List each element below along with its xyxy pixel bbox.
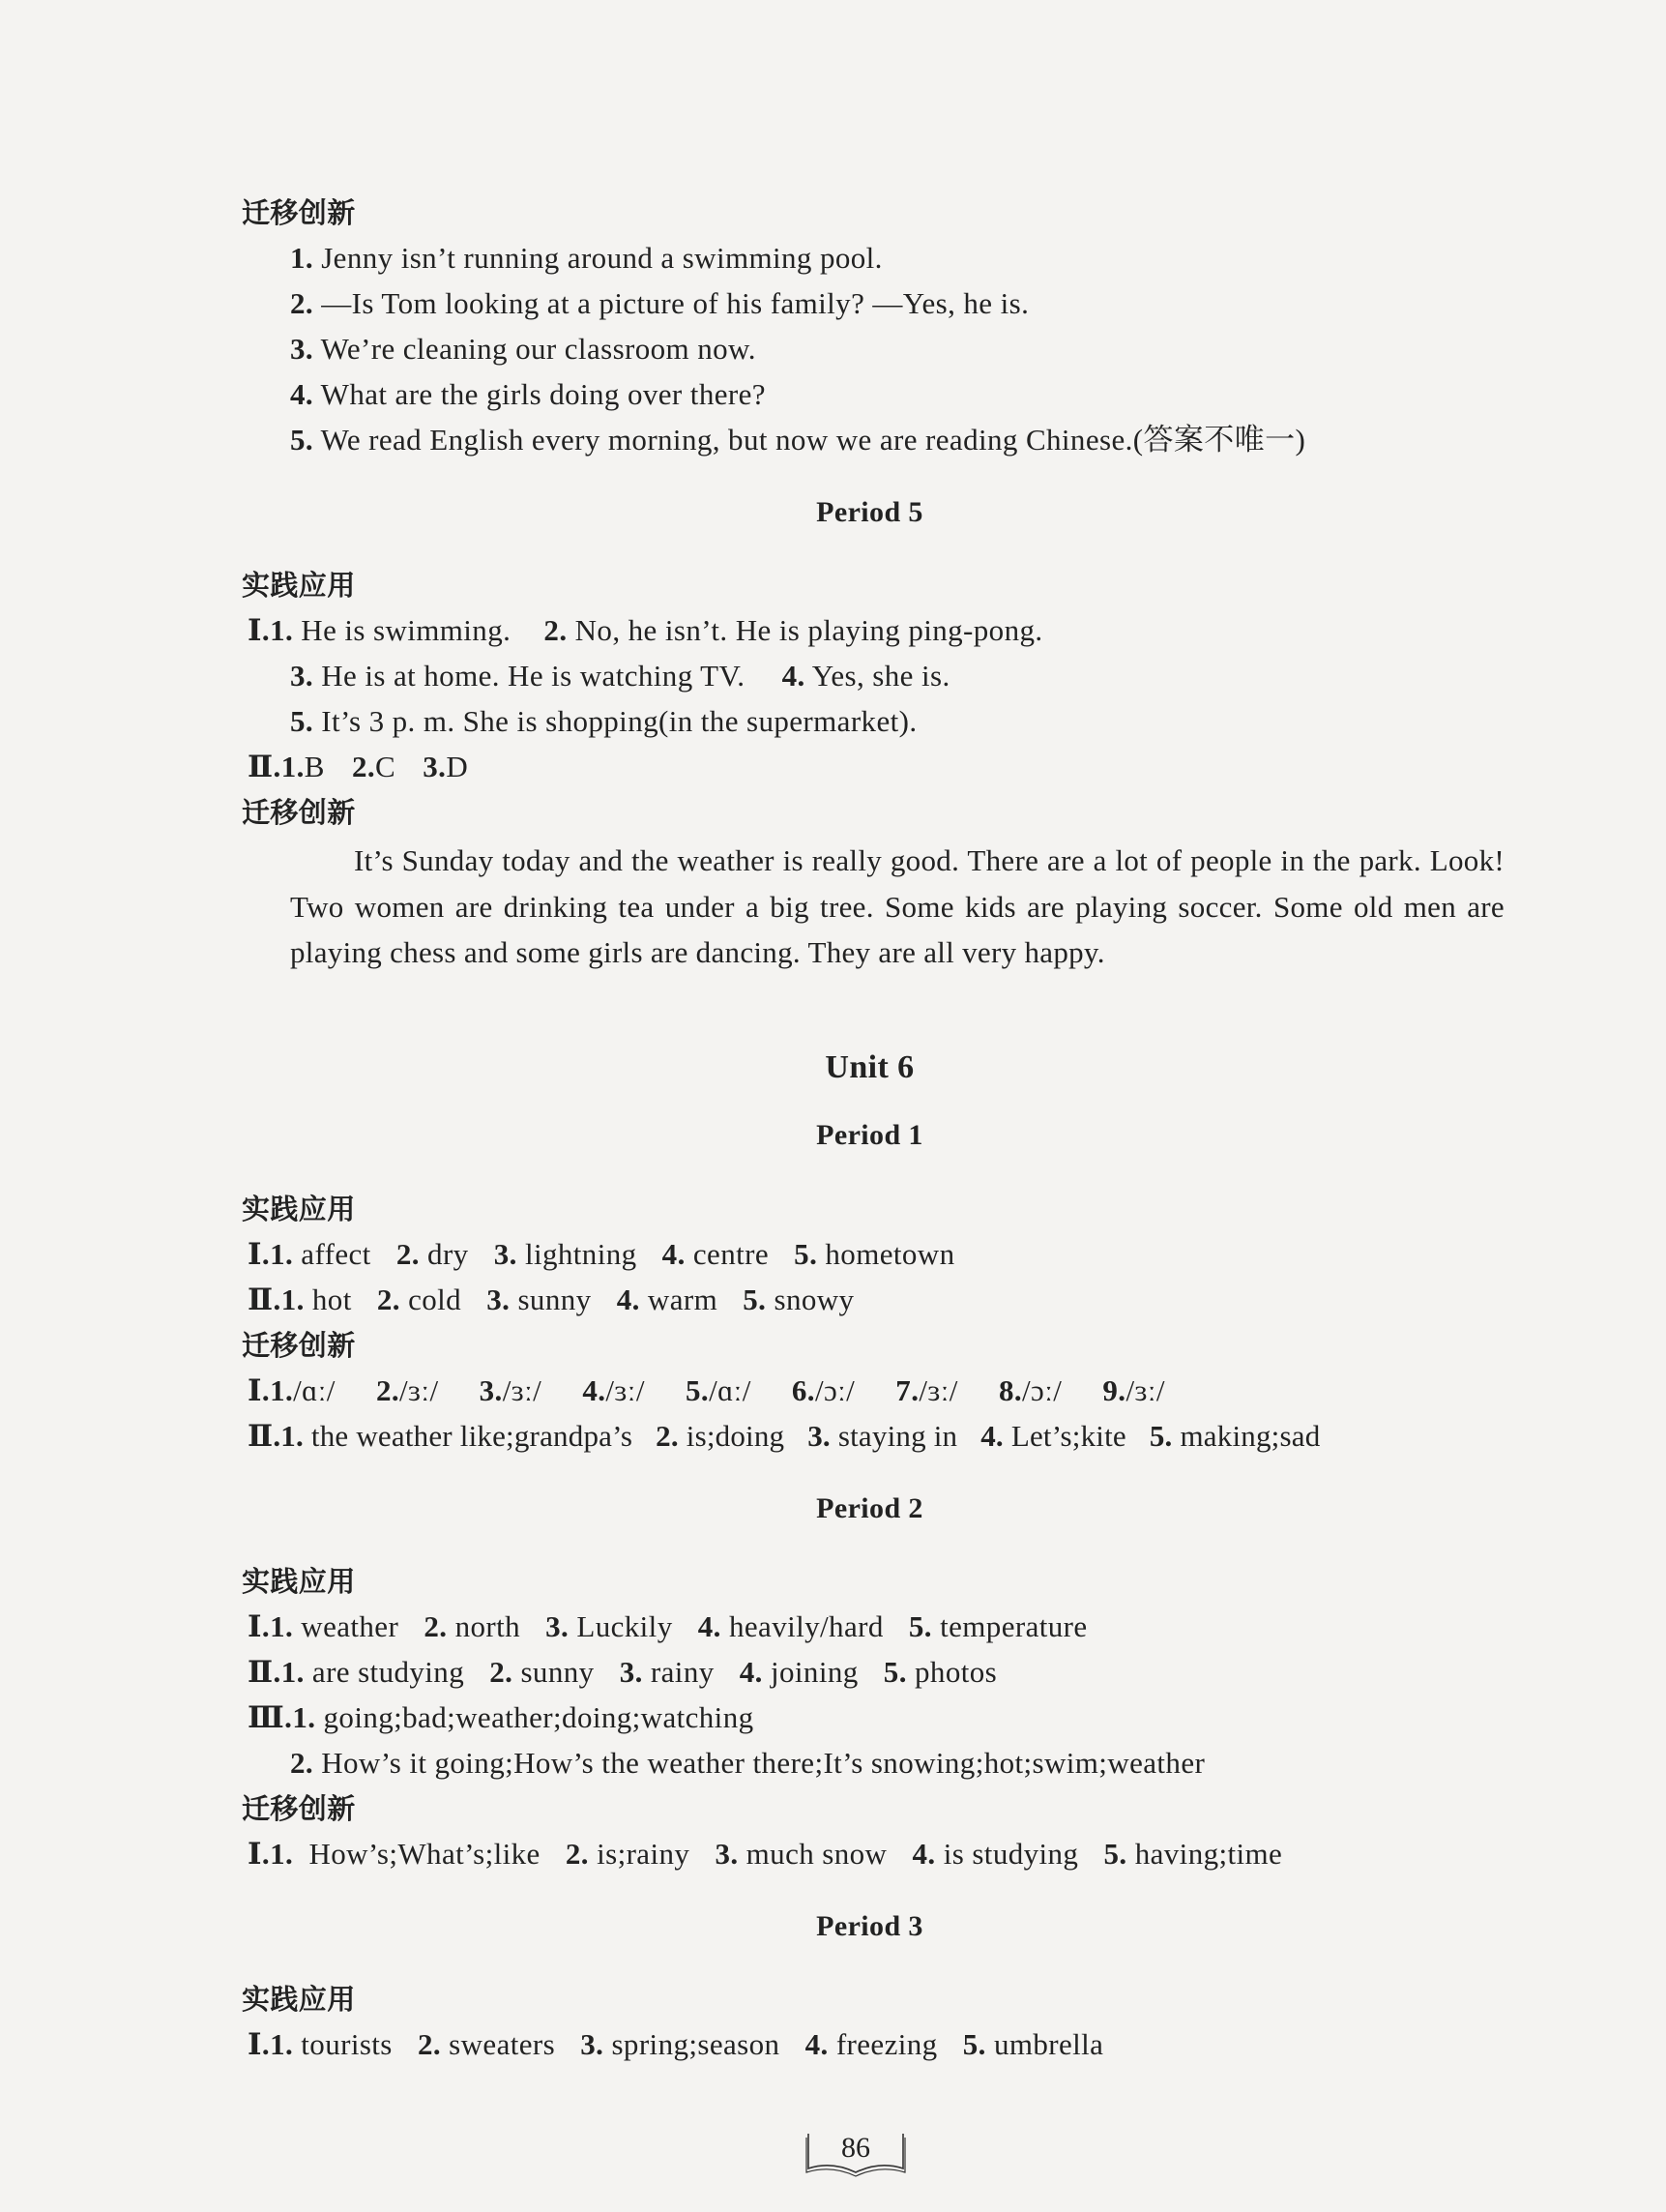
section-heading-transfer: 迁移创新: [242, 196, 356, 229]
answer-line: 1. Jenny isn’t running around a swimming pool.: [290, 241, 883, 275]
answer-line: 5. It’s 3 p. m. She is shopping(in the supermarket).: [290, 704, 918, 738]
section-heading-practice: 实践应用: [242, 1193, 356, 1225]
page-number: 86: [803, 2128, 909, 2178]
period-title: Period 1: [816, 1119, 923, 1151]
answer-line: Ⅲ.1. going;bad;weather;doing;watching: [248, 1700, 754, 1734]
answer-line: Ⅱ.1. are studying 2. sunny 3. rainy 4. joining 5. photos: [248, 1655, 998, 1689]
section-heading-transfer: 迁移创新: [242, 796, 356, 829]
period-title: Period 2: [816, 1492, 923, 1524]
answer-line: 2. How’s it going;How’s the weather there;It’s snowing;hot;swim;weather: [290, 1746, 1206, 1780]
answer-line: Ⅰ.1. affect 2. dry 3. lightning 4. centre 5. hometown: [248, 1237, 955, 1271]
period-title: Period 5: [816, 496, 923, 528]
section-heading-practice: 实践应用: [242, 1565, 356, 1598]
answer-line: Ⅰ.1. How’s;What’s;like 2. is;rainy 3. much snow 4. is studying 5. having;time: [248, 1837, 1283, 1871]
answer-line: Ⅰ.1. He is swimming. 2. No, he isn’t. He is playing ping-pong.: [248, 613, 1043, 647]
answer-line: 2. —Is Tom looking at a picture of his family? —Yes, he is.: [290, 286, 1030, 320]
answer-line: Ⅰ.1. weather 2. north 3. Luckily 4. heavily/hard 5. temperature: [248, 1609, 1088, 1643]
answer-line: Ⅱ.1. hot 2. cold 3. sunny 4. warm 5. snowy: [248, 1283, 855, 1316]
answer-line: Ⅰ.1./ɑː/ 2./ɜː/ 3./ɜː/ 4./ɜː/ 5./ɑː/ 6./ɔː/ 7./ɜː/ 8./ɔː/ 9./ɜː/: [248, 1373, 1165, 1407]
answer-line: 3. We’re cleaning our classroom now.: [290, 332, 756, 366]
section-heading-transfer: 迁移创新: [242, 1792, 356, 1825]
answer-line: 4. What are the girls doing over there?: [290, 377, 766, 411]
period-title: Period 3: [816, 1910, 923, 1942]
passage-paragraph: It’s Sunday today and the weather is really good. There are a lot of people in the park. Look! Two women are drinking tea under a big tree. Some kids are playing soccer. Some old men are playing chess and some girls are dancing. They are all very happy.: [290, 843, 1505, 969]
unit-title: Unit 6: [825, 1049, 915, 1085]
answer-line: Ⅱ.1. the weather like;grandpa’s 2. is;doing 3. staying in 4. Let’s;kite 5. making;sad: [248, 1419, 1321, 1453]
answer-line: Ⅰ.1. tourists 2. sweaters 3. spring;season 4. freezing 5. umbrella: [248, 2027, 1104, 2061]
answer-line: 5. We read English every morning, but now we are reading Chinese.(答案不唯一): [290, 423, 1306, 457]
section-heading-practice: 实践应用: [242, 569, 356, 602]
answer-line: Ⅱ.1.B 2.C 3.D: [248, 750, 469, 783]
answer-line: 3. He is at home. He is watching TV. 4. Yes, she is.: [290, 659, 950, 693]
section-heading-transfer: 迁移创新: [242, 1329, 356, 1362]
section-heading-practice: 实践应用: [242, 1983, 356, 2016]
